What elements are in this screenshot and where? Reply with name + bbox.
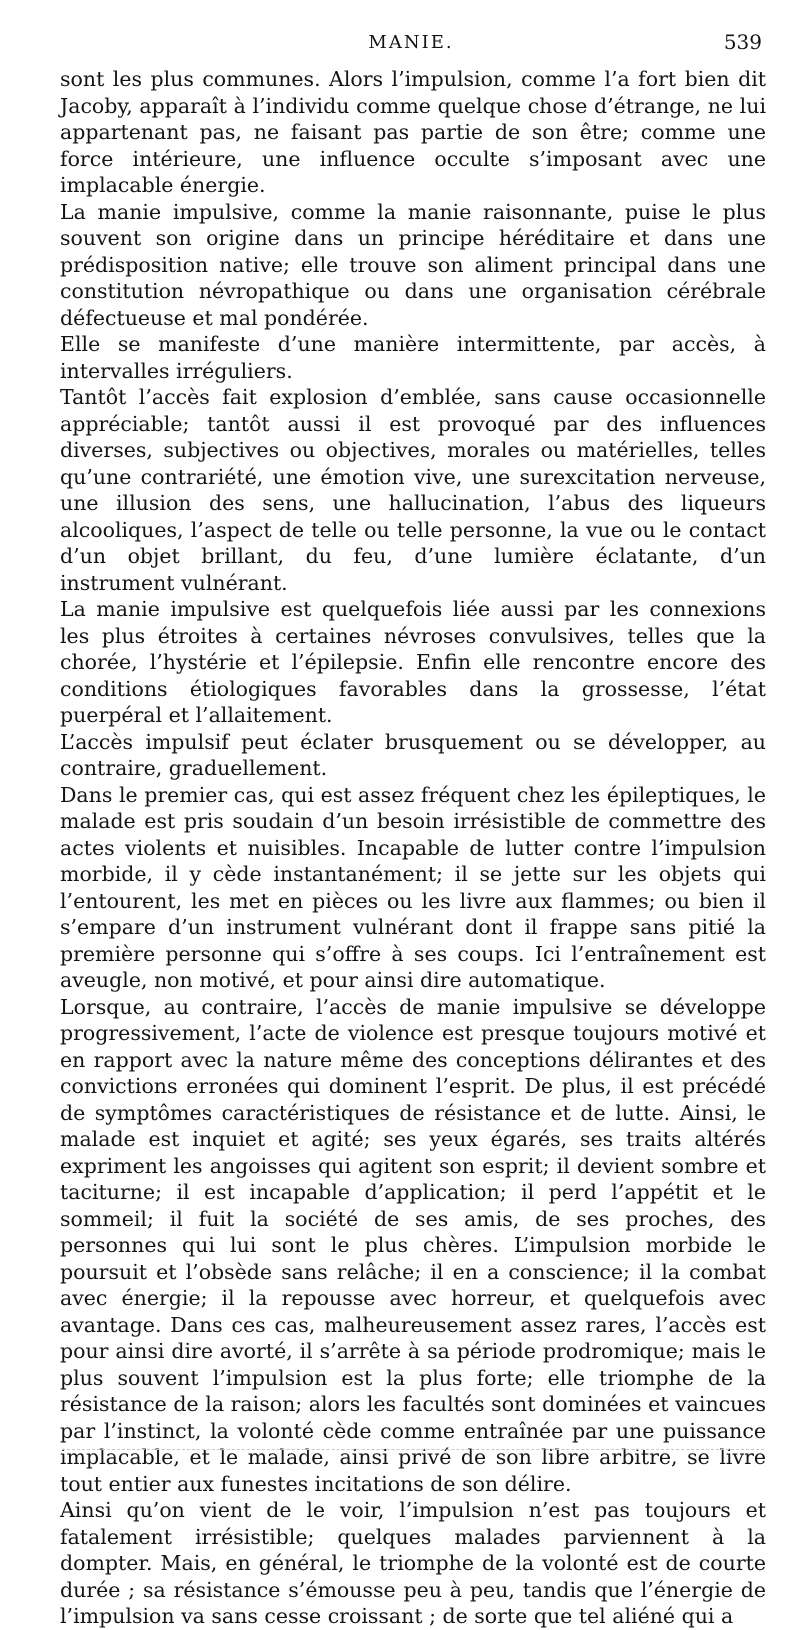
paragraph-9: Ainsi qu’on vient de le voir, l’impulsion n’est pas toujours et fatalement irrésistible; quelques malades parviennent à la dompter. Mais, en général, le triomphe de la volonté est de courte durée ; sa résistance s’émousse peu à peu, tandis que l’énergie de l’impulsion va sans cesse croissant ; de sorte que tel aliéné qui a [60,1498,766,1628]
paragraph-2: La manie impulsive, comme la manie raisonnante, puise le plus souvent son origine dans un principe héréditaire et dans une prédisposition native; elle trouve son aliment principal dans une constitution névropathique ou dans une organisation cérébrale défectueuse et mal pondérée. [60,199,766,330]
bottom-rule [62,1449,764,1450]
paragraph-7: Dans le premier cas, qui est assez fréquent chez les épileptiques, le malade est pris soudain d’un besoin irrésistible de commettre des actes violents et nuisibles. Incapable de lutter contre l’impulsion morbide, il y cède instantanément; il se jette sur les objets qui l’entourent, les met en pièces ou les livre aux flammes; ou bien il s’empare d’un instrument vulnérant dont il frappe sans pitié la première personne qui s’offre à ses coups. Ici l’entraînement est aveugle, non motivé, et pour ainsi dire automatique. [60,782,766,992]
page-number: 539 [723,30,762,54]
body-text [60,66,766,1630]
paragraph-4: Tantôt l’accès fait explosion d’emblée, sans cause occasionnelle appréciable; tantôt aussi il est provoqué par des influences diverses, subjectives ou objectives, morales ou matérielles, telles qu’une contrariété, une émotion vive, une surexcitation nerveuse, une illusion des sens, une hallucination, l’abus des liqueurs alcooliques, l’aspect de telle ou telle personne, la vue ou le contact d’un objet brillant, du feu, d’une lumière éclatante, d’un instrument vulnérant. [60,385,766,595]
paragraph-6: L’accès impulsif peut éclater brusquement ou se développer, au contraire, graduellement. [60,729,766,780]
paragraph-8: Lorsque, au contraire, l’accès de manie impulsive se développe progressivement, l’acte de violence est presque toujours motivé et en rapport avec la nature même des conceptions délirantes et des convictions erronées qui dominent l’esprit. De plus, il est précédé de symptômes caractéristiques de résistance et de lutte. Ainsi, le malade est inquiet et agité; ses yeux égarés, ses traits altérés expriment les angoisses qui agitent son esprit; il devient sombre et taciturne; il est incapable d’application; il perd l’appétit et le sommeil; il fuit la société de ses amis, de ses proches, des personnes qui lui sont le plus chères. L’impulsion morbide le poursuit et l’obsède sans relâche; il en a conscience; il la combat avec énergie; il la repousse avec horreur, et quelquefois avec avantage. Dans ces cas, malheureusement assez rares, l’accès est pour ainsi dire avorté, il s’arrête à sa période prodromique; mais le plus souvent l’impulsion est la plus forte; elle triomphe de la résistance de la raison; alors les facultés sont dominées et vaincues par l’instinct, la volonté cède comme entraînée par une puissance implacable, et le malade, ainsi privé de son libre arbitre, se livre tout entier aux funestes incitations de son délire. [60,994,766,1496]
paragraph-5: La manie impulsive est quelquefois liée aussi par les connexions les plus étroites à certaines névroses convulsives, telles que la chorée, l’hystérie et l’épilepsie. Enfin elle rencontre encore des conditions étiologiques favorables dans la grossesse, l’état puerpéral et l’allaitement. [60,597,766,727]
running-title: MANIE. [368,32,454,53]
paragraph-1: sont les plus communes. Alors l’impulsion, comme l’a fort bien dit Jacoby, apparaît à l’individu comme quelque chose d’étrange, ne lui appartenant pas, ne faisant pas partie de son être; comme une force intérieure, une influence occulte s’imposant avec une implacable énergie. [60,67,766,197]
paragraph-3: Elle se manifeste d’une manière intermittente, par accès, à intervalles irréguliers. [60,332,766,383]
running-head [60,28,762,58]
